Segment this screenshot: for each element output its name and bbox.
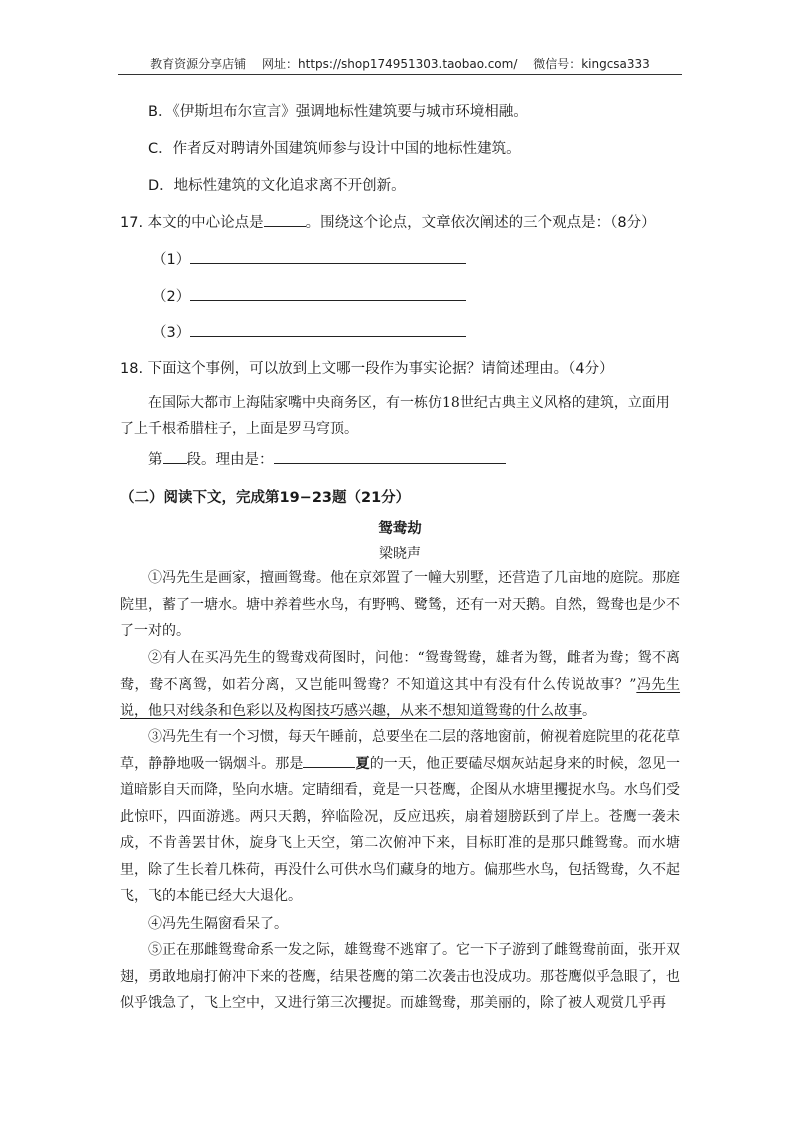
- paragraph-3-text: [120, 724, 680, 910]
- option-d: D．地标性建筑的文化追求离不开创新。: [148, 178, 406, 194]
- q17-number: 17.: [120, 215, 144, 231]
- q17-item-3: [152, 321, 466, 342]
- paragraph-2-text: [120, 645, 680, 725]
- article-paragraph-4: [120, 911, 680, 938]
- q17-item-1: [152, 248, 466, 269]
- q18-paragraph-blank[interactable]: [163, 449, 187, 464]
- q18-reason-blank[interactable]: [274, 449, 506, 464]
- paragraph-3-bold: 夏: [355, 755, 370, 772]
- paragraph-2-a: ②有人在买冯先生的鸳鸯戏荷图时，问他：“鸳鸯鸳鸯，雄者为鸳，雌者为鸯；鸳不离鸯，鸯不离鸳，如若分离，又岂能叫鸳鸯？不知道这其中有没有什么传说故事？”: [120, 650, 680, 693]
- q18-example-line-2: 了上千根希腊柱子，上面是罗马穹顶。: [120, 421, 358, 437]
- q17-text-a: 本文的中心论点是: [147, 215, 264, 231]
- paragraph-3-blank[interactable]: [303, 755, 355, 768]
- article-author: 梁晓声: [379, 546, 421, 562]
- option-c: C．作者反对聘请外国建筑师参与设计中国的地标性建筑。: [148, 141, 521, 157]
- paragraph-4-text: ④冯先生隔窗看呆了。: [148, 916, 288, 932]
- article-paragraph-2: [120, 645, 680, 725]
- header-site[interactable]: 网址：https://shop174951303.taobao.com/: [262, 57, 518, 71]
- question-18: [120, 357, 614, 378]
- q17-item-label: （2）: [152, 289, 191, 305]
- page-header: [120, 55, 680, 75]
- header-shop: 教育资源分享店铺: [150, 57, 247, 71]
- option-b: B．《伊斯坦布尔宣言》强调地标性建筑要与城市环境相融。: [148, 104, 528, 120]
- article-paragraph-5: [120, 937, 680, 1017]
- q17-item-label: （1）: [152, 252, 191, 268]
- q17-answer-blank-3[interactable]: [190, 322, 466, 337]
- paragraph-2-c: 。: [582, 703, 596, 719]
- q18-answer-b: 段。理由是：: [186, 452, 274, 468]
- q18-number: 18.: [120, 361, 144, 377]
- q17-item-2: [152, 285, 466, 306]
- article-paragraph-3: [120, 724, 680, 910]
- q18-example-line-1: 在国际大都市上海陆家嘴中央商务区，有一栋仿18世纪古典主义风格的建筑，立面用: [148, 395, 670, 411]
- q18-answer-a: 第: [148, 452, 163, 468]
- article-title: 鸳鸯劫: [378, 520, 422, 537]
- paragraph-3-a: ③冯先生有一个习惯，每天午睡前，总要坐在二层的落地窗前，俯视着庭院里的花花草草，静静地吸一锅烟斗。那是: [120, 729, 680, 772]
- paragraph-1-text: ①冯先生是画家，擅画鸳鸯。他在京郊置了一幢大别墅，还营造了几亩地的庭院。那庭院里，蓄了一塘水。塘中养着些水鸟，有野鸭、鹭鸶，还有一对天鹅。自然，鸳鸯也是少不了一对的。: [120, 570, 680, 639]
- question-17: [120, 211, 656, 232]
- q17-item-label: （3）: [152, 325, 191, 341]
- q17-text-b: 。围绕这个论点，文章依次阐述的三个观点是：（8分）: [305, 215, 656, 231]
- q17-answer-blank-1[interactable]: [190, 249, 466, 264]
- q17-answer-blank-2[interactable]: [190, 286, 466, 301]
- header-divider: [118, 74, 682, 75]
- paragraph-3-b: 的一天，他正要磕尽烟灰站起身来的时候，忽见一道暗影自天而降，坠向水塘。定睛细看，竟是一只苍鹰，企图从水塘里攫捉水鸟。水鸟们受此惊吓，四面游逃。两只天鹅，猝临险况，反应迅疾，扇着翅膀跃到了岸上。苍鹰一袭未成，不肯善罢甘休，旋身飞上天空，第二次俯冲下来，目标盯准的是那只雌鸳鸯。而水塘里，除了生长着几株荷，再没什么可供水鸟们藏身的地方。偏那些水鸟，包括鸳鸯，久不起飞，飞的本能已经大大退化。: [120, 755, 681, 904]
- header-wechat: 微信号：kingcsa333: [533, 57, 650, 71]
- article-paragraph-1: [120, 565, 680, 645]
- q18-text: 下面这个事例，可以放到上文哪一段作为事实论据？请简述理由。（4分）: [147, 361, 614, 377]
- paragraph-2-underlined: 冯先生说，他只对线条和色彩以及构图技巧感兴趣，从来不想知道鸳鸯的什么故事: [120, 676, 681, 719]
- paragraph-5-text: ⑤正在那雌鸳鸯命系一发之际，雄鸳鸯不逃窜了。它一下子游到了雌鸳鸯前面，张开双翅，勇敢地扇打俯冲下来的苍鹰，结果苍鹰的第二次袭击也没成功。那苍鹰似乎急眼了，也似乎饿急了，飞上空中，又进行第三次攫捉。而雄鸳鸯，那美丽的，除了被人观赏几乎再: [120, 942, 680, 1011]
- q18-answer-line: [148, 448, 506, 469]
- q17-thesis-blank[interactable]: [264, 212, 306, 227]
- section-heading: （二）阅读下文，完成第19−23题（21分）: [120, 490, 411, 506]
